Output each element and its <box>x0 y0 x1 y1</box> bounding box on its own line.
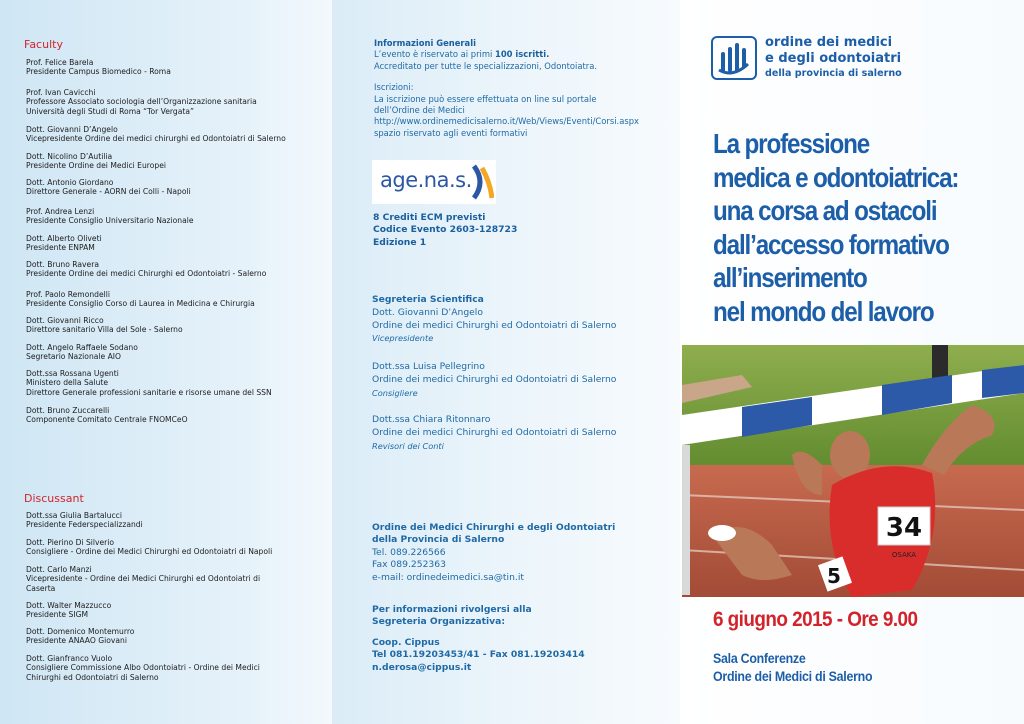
bib-number-2: 5 <box>827 564 841 588</box>
agenas-logo: age.na.s. <box>372 160 496 204</box>
scientific-secretariat: Segreteria Scientifica Dott. Giovanni D’Angelo Ordine dei medici Chirurghi ed Odontoiatri di Salerno Vicepresidente <box>372 294 617 344</box>
registration-link[interactable]: http://www.ordinemedicisalerno.it/Web/Views/Eventi/Corsi.aspx <box>374 116 639 127</box>
organizing-secretariat: Per informazioni rivolgersi alla Segreteria Organizzativa: Coop. Cippus Tel 081.19203453/41 - Fax 081.19203414 n.derosa@cippus.it <box>372 604 672 674</box>
faculty-member: Dott. Nicolino D’Autilia Presidente Ordine dei Medici Europei <box>26 152 166 171</box>
event-venue: Sala Conferenze Ordine dei Medici di Salerno <box>713 651 873 684</box>
discussant-member: Dott. Carlo Manzi Vicepresidente - Ordine dei Medici Chirurghi ed Odontoiatri di Caserta <box>26 565 261 593</box>
discussant-title: Discussant <box>24 492 84 505</box>
discussant-member: Dott. Domenico Montemurro Presidente ANAAO Giovani <box>26 627 135 646</box>
ordine-email[interactable]: e-mail: ordinedeimedici.sa@tin.it <box>372 571 524 583</box>
faculty-member: Prof. Paolo Remondelli Presidente Consiglio Corso di Laurea in Medicina e Chirurgia <box>26 290 255 309</box>
bib-number: 34 <box>885 513 923 543</box>
faculty-member: Dott.ssa Rossana Ugenti Ministero della Salute Direttore Generale professioni sanitarie e risorse umane del SSN <box>26 369 272 397</box>
faculty-member: Dott. Angelo Raffaele Sodano Segretario Nazionale AIO <box>26 343 138 362</box>
event-date: 6 giugno 2015 - Ore 9.00 <box>713 608 918 631</box>
faculty-member: Prof. Ivan Cavicchi Professore Associato sociologia dell’Organizzazione sanitaria Università degli Studi di Roma “Tor Vergata” <box>26 88 257 116</box>
discussant-member: Dott. Pierino Di Silverio Consigliere - Ordine dei Medici Chirurghi ed Odontoiatri di Napoli <box>26 538 273 557</box>
faculty-member: Dott. Bruno Zuccarelli Componente Comitato Centrale FNOMCeO <box>26 406 188 425</box>
hurdle-photo <box>682 345 1024 597</box>
faculty-member: Prof. Felice Barela Presidente Campus Biomedico - Roma <box>26 58 171 77</box>
secretariat-member: Dott.ssa Luisa Pellegrino Ordine dei medici Chirurghi ed Odontoiatri di Salerno Consigliere <box>372 361 617 398</box>
rod-symbol-icon <box>713 38 754 77</box>
faculty-member: Prof. Andrea Lenzi Presidente Consiglio Universitario Nazionale <box>26 207 194 226</box>
faculty-member: Dott. Bruno Ravera Presidente Ordine dei medici Chirurghi ed Odontoiatri - Salerno <box>26 260 267 279</box>
discussant-member: Dott. Gianfranco Vuolo Consigliere Commissione Albo Odontoiatri - Ordine dei Medici Chirurghi ed Odontoiatri di Salerno <box>26 654 260 682</box>
ordine-logo-icon <box>711 36 757 80</box>
faculty-member: Dott. Giovanni Ricco Direttore sanitario Villa del Sole - Salerno <box>26 316 183 335</box>
discussant-member: Dott.ssa Giulia Bartalucci Presidente Federspecializzandi <box>26 511 143 530</box>
bib-text: OSAKA <box>891 551 917 559</box>
faculty-title: Faculty <box>24 38 63 51</box>
faculty-member: Dott. Alberto Oliveti Presidente ENPAM <box>26 234 102 253</box>
secretariat-member: Dott.ssa Chiara Ritonnaro Ordine dei medici Chirurghi ed Odontoiatri di Salerno Revisori dei Conti <box>372 414 617 451</box>
ecm-credits: 8 Crediti ECM previsti Codice Evento 2603-128723 Edizione 1 <box>373 212 518 248</box>
ordine-contacts: Ordine dei Medici Chirurghi e degli Odontoiatri della Provincia di Salerno Tel. 089.226566 Fax 089.252363 e-mail: ordinedeimedici.sa@tin.it <box>372 522 672 584</box>
faculty-member: Dott. Giovanni D’Angelo Vicepresidente Ordine dei medici chirurghi ed Odontoiatri di Salerno <box>26 125 286 144</box>
faculty-member: Dott. Antonio Giordano Direttore Generale - AORN dei Colli - Napoli <box>26 178 191 197</box>
agenas-mark-icon <box>472 164 494 200</box>
hurdle-photo-image <box>682 345 1024 597</box>
event-title: La professione medica e odontoiatrica: una corsa ad ostacoli dall’accesso formativo all’inserimento nel mondo del lavoro <box>713 128 959 327</box>
cippus-email[interactable]: n.derosa@cippus.it <box>372 661 472 673</box>
discussant-member: Dott. Walter Mazzucco Presidente SIGM <box>26 601 112 620</box>
general-info: Informazioni Generali L’evento è riservato ai primi 100 iscritti. Accreditato per tutte le specializzazioni, Odontoiatra. Iscrizioni: La iscrizione può essere effettuata on line sul portale dell’Ordine dei Medici http://www.ordinemedicisalerno.it/Web/Views/Eventi/Corsi.aspx spazio riservato agli eventi formativi <box>374 38 674 139</box>
